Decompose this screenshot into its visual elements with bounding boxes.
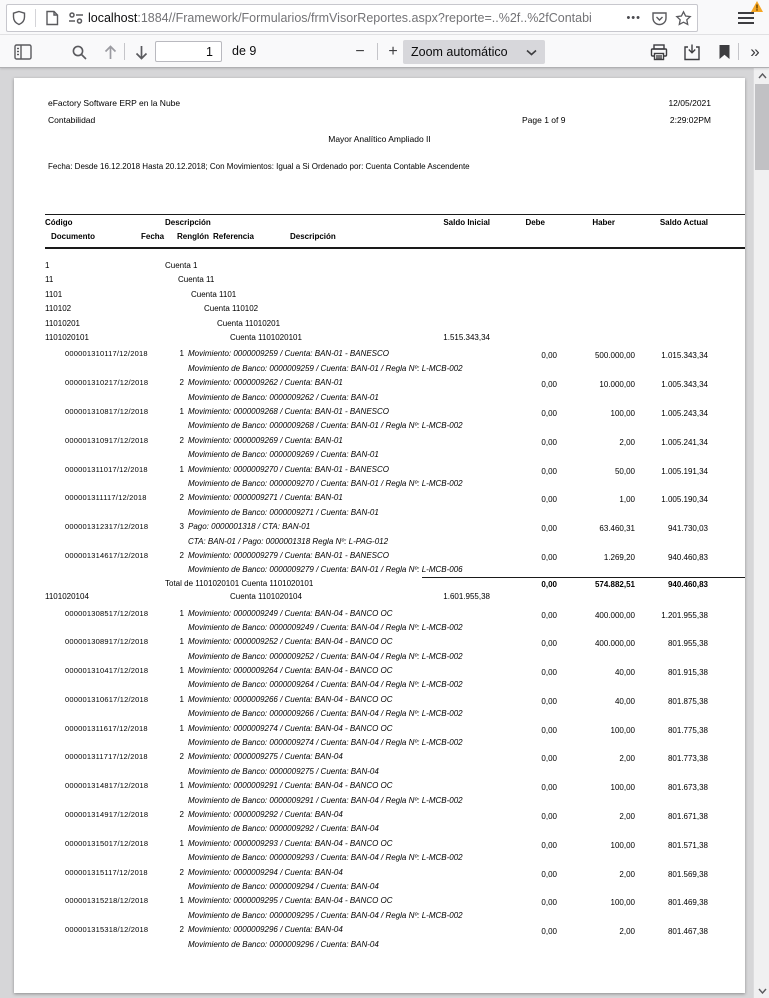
saldo-actual-value: 940.460,83: [667, 552, 708, 562]
account-code: 11010201: [45, 318, 80, 328]
scrollbar-thumb[interactable]: [755, 84, 769, 170]
pocket-icon[interactable]: [647, 6, 671, 30]
vertical-scrollbar[interactable]: [753, 68, 769, 998]
report-filters: Fecha: Desde 16.12.2018 Hasta 20.12.2018; Con Movimientos: Igual a Si Ordenado por: Cuenta Contable Ascendente: [48, 162, 470, 171]
renglon-number: 1: [179, 349, 184, 359]
descripcion-text: Movimiento de Banco: 0000009296 / Cuenta: BAN-04: [188, 939, 379, 949]
table-row: [14, 606, 745, 635]
haber-value: 100,00: [610, 408, 635, 418]
account-name: Cuenta 11010201: [217, 318, 281, 328]
total-label: Total de 1101020101 Cuenta 1101020101: [165, 578, 314, 588]
descripcion-text: Movimiento de Banco: 0000009274 / Cuenta: BAN-04 / Regla Nº: L-MCB-002: [188, 738, 463, 748]
url-bar[interactable]: [6, 4, 698, 32]
page-number-input[interactable]: [155, 41, 222, 62]
report-printed-time: 2:29:02PM: [669, 115, 711, 125]
descripcion-text: Movimiento de Banco: 0000009293 / Cuenta: BAN-04 / Regla Nº: L-MCB-002: [188, 853, 463, 863]
debe-value: 0,00: [541, 812, 557, 822]
pdf-page: [14, 78, 745, 993]
referencia-text: Movimiento: 0000009274 / Cuenta: BAN-04 - BANCO OC: [188, 723, 393, 733]
referencia-text: Movimiento: 0000009279 / Cuenta: BAN-01 - BANESCO: [188, 550, 389, 560]
zoom-out-icon[interactable]: [347, 39, 373, 65]
saldo-actual-value: 1.015.343,34: [661, 351, 708, 361]
haber-value: 40,00: [614, 668, 635, 678]
table-rule-top: [45, 214, 745, 215]
account-name: Cuenta 1101020101: [230, 332, 302, 342]
document-number-and-date: 000001315318/12/2018: [65, 925, 149, 935]
url-bar-row: [0, 0, 769, 35]
saldo-actual-value: 1.005.243,34: [661, 408, 708, 418]
tracking-protection-shield-icon[interactable]: [7, 6, 31, 30]
referencia-text: Movimiento: 0000009270 / Cuenta: BAN-01 - BANESCO: [188, 464, 389, 474]
pdf-viewer-area: [0, 68, 769, 998]
debe-value: 0,00: [541, 610, 557, 620]
debe-value: 0,00: [541, 380, 557, 390]
haber-value: 63.460,31: [599, 524, 635, 534]
url-text[interactable]: [88, 11, 620, 25]
renglon-number: 1: [179, 694, 184, 704]
saldo-actual-value: 801.571,38: [667, 840, 708, 850]
referencia-text: Movimiento: 0000009295 / Cuenta: BAN-04 - BANCO OC: [188, 896, 393, 906]
find-search-icon[interactable]: [66, 39, 92, 65]
haber-value: 100,00: [610, 783, 635, 793]
debe-value: 0,00: [541, 437, 557, 447]
descripcion-text: Movimiento de Banco: 0000009271 / Cuenta: BAN-01: [188, 507, 379, 517]
descripcion-text: Movimiento de Banco: 0000009270 / Cuenta: BAN-01 / Regla Nº: L-MCB-002: [188, 478, 463, 488]
document-number-and-date: 000001310917/12/2018: [65, 435, 149, 445]
debe-value: 0,00: [541, 840, 557, 850]
haber-value: 500.000,00: [594, 351, 635, 361]
haber-value: 40,00: [614, 696, 635, 706]
renglon-number: 1: [179, 896, 184, 906]
permissions-icon[interactable]: [64, 6, 88, 30]
referencia-text: Movimiento: 0000009269 / Cuenta: BAN-01: [188, 435, 343, 445]
report-module: Contabilidad: [48, 115, 96, 125]
debe-value: 0,00: [541, 668, 557, 678]
col-fecha: Fecha: [141, 232, 165, 241]
saldo-actual-value: 801.915,38: [667, 668, 708, 678]
renglon-number: 1: [179, 608, 184, 618]
saldo-actual-value: 1.005.191,34: [661, 466, 708, 476]
menu-hamburger-icon[interactable]: [733, 5, 759, 31]
total-rule: [422, 577, 745, 578]
referencia-text: Movimiento: 0000009259 / Cuenta: BAN-01 - BANESCO: [188, 349, 389, 359]
account-code: 110102: [45, 304, 72, 314]
page-info-icon[interactable]: [40, 6, 64, 30]
table-row: [14, 749, 745, 778]
account-name: Cuenta 1101020104: [230, 592, 302, 602]
saldo-actual-value: 801.569,38: [667, 869, 708, 879]
col-saldo-actual: Saldo Actual: [659, 218, 708, 227]
table-row: [14, 778, 745, 807]
saldo-actual-value: 801.673,38: [667, 783, 708, 793]
table-row: [14, 721, 745, 750]
debe-value: 0,00: [541, 783, 557, 793]
referencia-text: Movimiento: 0000009266 / Cuenta: BAN-04 - BANCO OC: [188, 694, 393, 704]
table-row: [14, 663, 745, 692]
document-number-and-date: 000001315117/12/2018: [65, 867, 148, 877]
col-referencia: Referencia: [213, 232, 254, 241]
table-row: [14, 274, 745, 288]
account-code: 1: [45, 261, 50, 270]
chevron-down-icon: [526, 49, 537, 56]
saldo-actual-value: 801.469,38: [667, 898, 708, 908]
total-haber-value: 574.882,51: [594, 579, 635, 589]
document-number-and-date: 000001314917/12/2018: [65, 810, 149, 820]
zoom-select-label: Zoom automático: [411, 45, 508, 59]
renglon-number: 1: [179, 838, 184, 848]
haber-value: 400.000,00: [594, 639, 635, 649]
debe-value: 0,00: [541, 495, 557, 505]
table-row: [14, 519, 745, 548]
account-name: Cuenta 1101: [191, 289, 237, 299]
scroll-down-icon[interactable]: [754, 983, 769, 998]
renglon-number: 1: [179, 637, 184, 647]
referencia-text: Movimiento: 0000009252 / Cuenta: BAN-04 - BANCO OC: [188, 637, 393, 647]
col-haber: Haber: [592, 218, 615, 227]
document-number-and-date: 000001311617/12/2018: [65, 723, 148, 733]
renglon-number: 3: [179, 522, 184, 532]
document-number-and-date: 000001310417/12/2018: [65, 666, 149, 676]
descripcion-text: CTA: BAN-01 / Pago: 0000001318 Regla Nº: L-PAG-012: [188, 536, 389, 546]
table-row: [14, 332, 745, 346]
document-number-and-date: 000001311117/12/2018: [65, 493, 147, 503]
saldo-actual-value: 801.875,38: [667, 696, 708, 706]
renglon-number: 2: [179, 378, 184, 388]
toolbar-divider: [738, 43, 739, 60]
saldo-actual-value: 801.467,38: [667, 927, 708, 937]
warning-badge-icon: [751, 1, 763, 12]
haber-value: 2,00: [619, 869, 635, 879]
table-row: [14, 692, 745, 721]
referencia-text: Movimiento: 0000009275 / Cuenta: BAN-04: [188, 752, 343, 762]
col-descripcion: Descripción: [165, 218, 211, 227]
descripcion-text: Movimiento de Banco: 0000009249 / Cuenta: BAN-04 / Regla Nº: L-MCB-002: [188, 622, 463, 632]
renglon-number: 1: [179, 781, 184, 791]
table-row: [14, 260, 745, 274]
descripcion-text: Movimiento de Banco: 0000009269 / Cuenta: BAN-01: [188, 450, 379, 460]
table-row: [14, 289, 745, 303]
referencia-text: Movimiento: 0000009291 / Cuenta: BAN-04 - BANCO OC: [188, 781, 393, 791]
debe-value: 0,00: [541, 408, 557, 418]
table-row: [14, 462, 745, 491]
debe-value: 0,00: [541, 639, 557, 649]
referencia-text: Movimiento: 0000009292 / Cuenta: BAN-04: [188, 810, 343, 820]
current-view-bookmark-icon[interactable]: [711, 39, 737, 65]
col-renglon: Renglón: [177, 232, 209, 241]
saldo-actual-value: 1.005.190,34: [661, 495, 708, 505]
saldo-actual-value: 941.730,03: [667, 524, 708, 534]
table-row: [14, 865, 745, 894]
document-number-and-date: 000001310117/12/2018: [65, 349, 148, 359]
report-printed-date: 12/05/2021: [668, 98, 711, 108]
account-code: 11: [45, 275, 54, 285]
renglon-number: 2: [179, 550, 184, 560]
url-domain: localhost: [88, 11, 138, 25]
renglon-number: 1: [179, 723, 184, 733]
document-number-and-date: 000001312317/12/2018: [65, 522, 149, 532]
debe-value: 0,00: [541, 696, 557, 706]
more-tools-icon[interactable]: »: [750, 42, 760, 61]
saldo-actual-value: 801.955,38: [667, 639, 708, 649]
saldo-inicial-value: 1.515.343,34: [443, 332, 490, 342]
document-number-and-date: 000001311017/12/2018: [65, 464, 148, 474]
document-number-and-date: 000001308517/12/2018: [65, 608, 149, 618]
renglon-number: 2: [179, 810, 184, 820]
zoom-select[interactable]: [403, 40, 545, 64]
table-row: [14, 318, 745, 332]
haber-value: 1.269,20: [603, 552, 635, 562]
descripcion-text: Movimiento de Banco: 0000009275 / Cuenta: BAN-04: [188, 766, 379, 776]
col-codigo: Código: [45, 218, 73, 227]
account-code: 1101: [45, 289, 63, 299]
bookmark-star-icon[interactable]: [671, 6, 695, 30]
url-path: :1884//Framework/Formularios/frmVisorReportes.aspx?reporte=..%2f..%2fContabi: [137, 11, 592, 25]
total-debe-value: 0,00: [541, 579, 557, 589]
haber-value: 50,00: [614, 466, 635, 476]
saldo-actual-value: 801.773,38: [667, 754, 708, 764]
debe-value: 0,00: [541, 466, 557, 476]
debe-value: 0,00: [541, 524, 557, 534]
descripcion-text: Movimiento de Banco: 0000009268 / Cuenta: BAN-01 / Regla Nº: L-MCB-002: [188, 421, 463, 431]
document-number-and-date: 000001314817/12/2018: [65, 781, 149, 791]
next-page-icon[interactable]: [128, 39, 154, 65]
pdf-toolbar: [0, 35, 769, 68]
page-count-label: de 9: [232, 44, 257, 58]
haber-value: 400.000,00: [594, 610, 635, 620]
renglon-number: 2: [179, 867, 184, 877]
renglon-number: 1: [179, 666, 184, 676]
descripcion-text: Movimiento de Banco: 0000009279 / Cuenta: BAN-01 / Regla Nº: L-MCB-006: [188, 565, 463, 575]
referencia-text: Movimiento: 0000009294 / Cuenta: BAN-04: [188, 867, 343, 877]
haber-value: 100,00: [610, 725, 635, 735]
debe-value: 0,00: [541, 927, 557, 937]
haber-value: 10.000,00: [599, 380, 635, 390]
col-descripcion-detalle: Descripción: [290, 232, 336, 241]
saldo-actual-value: 1.201.955,38: [661, 610, 708, 620]
table-row: [14, 807, 745, 836]
download-icon[interactable]: [679, 39, 705, 65]
table-row: [14, 591, 745, 605]
debe-value: 0,00: [541, 869, 557, 879]
table-row: [14, 548, 745, 577]
renglon-number: 2: [179, 752, 184, 762]
toolbar-divider: [377, 43, 378, 60]
document-number-and-date: 000001315218/12/2018: [65, 896, 149, 906]
previous-page-icon[interactable]: [97, 39, 123, 65]
account-name: Cuenta 110102: [204, 304, 259, 314]
debe-value: 0,00: [541, 552, 557, 562]
table-row: [14, 922, 745, 951]
table-row: [14, 634, 745, 663]
descripcion-text: Movimiento de Banco: 0000009291 / Cuenta: BAN-04 / Regla Nº: L-MCB-002: [188, 795, 463, 805]
referencia-text: Movimiento: 0000009249 / Cuenta: BAN-04 - BANCO OC: [188, 608, 393, 618]
haber-value: 100,00: [610, 840, 635, 850]
table-row: [14, 490, 745, 519]
col-saldo-inicial: Saldo Inicial: [443, 218, 490, 227]
renglon-number: 1: [179, 406, 184, 416]
renglon-number: 2: [179, 435, 184, 445]
saldo-actual-value: 1.005.241,34: [661, 437, 708, 447]
account-code: 1101020101: [45, 332, 89, 342]
print-icon[interactable]: [646, 39, 672, 65]
debe-value: 0,00: [541, 754, 557, 764]
renglon-number: 2: [179, 493, 184, 503]
page-actions-ellipsis-icon[interactable]: •••: [626, 12, 641, 24]
descripcion-text: Movimiento de Banco: 0000009264 / Cuenta: BAN-04 / Regla Nº: L-MCB-002: [188, 680, 463, 690]
zoom-out-glyph: −: [355, 43, 365, 60]
referencia-text: Pago: 0000001318 / CTA: BAN-01: [188, 522, 311, 532]
referencia-text: Movimiento: 0000009264 / Cuenta: BAN-04 - BANCO OC: [188, 666, 393, 676]
report-rows: [14, 260, 745, 951]
descripcion-text: Movimiento de Banco: 0000009262 / Cuenta: BAN-01: [188, 392, 379, 402]
scroll-up-icon[interactable]: [754, 68, 769, 83]
account-code: 1101020104: [45, 592, 89, 602]
document-number-and-date: 000001314617/12/2018: [65, 550, 149, 560]
haber-value: 1,00: [619, 495, 635, 505]
descripcion-text: Movimiento de Banco: 0000009292 / Cuenta: BAN-04: [188, 824, 379, 834]
referencia-text: Movimiento: 0000009296 / Cuenta: BAN-04: [188, 925, 343, 935]
table-row: [14, 404, 745, 433]
haber-value: 100,00: [610, 898, 635, 908]
haber-value: 2,00: [619, 927, 635, 937]
debe-value: 0,00: [541, 351, 557, 361]
total-saldo-value: 940.460,83: [667, 579, 708, 589]
referencia-text: Movimiento: 0000009268 / Cuenta: BAN-01 - BANESCO: [188, 406, 389, 416]
report-company: eFactory Software ERP en la Nube: [48, 98, 181, 108]
referencia-text: Movimiento: 0000009271 / Cuenta: BAN-01: [188, 493, 343, 503]
col-documento: Documento: [51, 232, 95, 241]
document-number-and-date: 000001311717/12/2018: [65, 752, 148, 762]
saldo-inicial-value: 1.601.955,38: [443, 592, 490, 602]
haber-value: 2,00: [619, 812, 635, 822]
table-row: [14, 836, 745, 865]
document-number-and-date: 000001308917/12/2018: [65, 637, 149, 647]
descripcion-text: Movimiento de Banco: 0000009294 / Cuenta: BAN-04: [188, 882, 379, 892]
report-page-label: Page 1 of 9: [522, 115, 566, 125]
debe-value: 0,00: [541, 725, 557, 735]
table-row: [14, 893, 745, 922]
referencia-text: Movimiento: 0000009262 / Cuenta: BAN-01: [188, 378, 343, 388]
table-row: [14, 375, 745, 404]
descripcion-text: Movimiento de Banco: 0000009252 / Cuenta: BAN-04 / Regla Nº: L-MCB-002: [188, 651, 463, 661]
table-row: [14, 577, 745, 591]
renglon-number: 2: [179, 925, 184, 935]
col-debe: Debe: [525, 218, 545, 227]
haber-value: 2,00: [619, 437, 635, 447]
toolbar-divider: [124, 43, 125, 60]
descripcion-text: Movimiento de Banco: 0000009266 / Cuenta: BAN-04 / Regla Nº: L-MCB-002: [188, 709, 463, 719]
table-row: [14, 346, 745, 375]
sidebar-toggle-icon[interactable]: [10, 39, 36, 65]
haber-value: 2,00: [619, 754, 635, 764]
renglon-number: 1: [179, 464, 184, 474]
descripcion-text: Movimiento de Banco: 0000009259 / Cuenta: BAN-01 / Regla Nº: L-MCB-002: [188, 363, 463, 373]
referencia-text: Movimiento: 0000009293 / Cuenta: BAN-04 - BANCO OC: [188, 838, 393, 848]
report-title: Mayor Analítico Ampliado II: [328, 134, 431, 144]
saldo-actual-value: 801.671,38: [667, 812, 708, 822]
url-bar-divider: [35, 9, 36, 27]
account-name: Cuenta 11: [178, 275, 215, 285]
saldo-actual-value: 1.005.343,34: [661, 380, 708, 390]
account-name: Cuenta 1: [165, 261, 198, 270]
descripcion-text: Movimiento de Banco: 0000009295 / Cuenta: BAN-04 / Regla Nº: L-MCB-002: [188, 910, 463, 920]
zoom-in-glyph: +: [388, 43, 398, 60]
table-row: [14, 303, 745, 317]
document-number-and-date: 000001310617/12/2018: [65, 694, 149, 704]
debe-value: 0,00: [541, 898, 557, 908]
document-number-and-date: 000001310217/12/2018: [65, 378, 149, 388]
table-rule-bottom: [45, 247, 745, 249]
saldo-actual-value: 801.775,38: [667, 725, 708, 735]
document-number-and-date: 000001315017/12/2018: [65, 838, 149, 848]
table-row: [14, 433, 745, 462]
document-number-and-date: 000001310817/12/2018: [65, 406, 149, 416]
